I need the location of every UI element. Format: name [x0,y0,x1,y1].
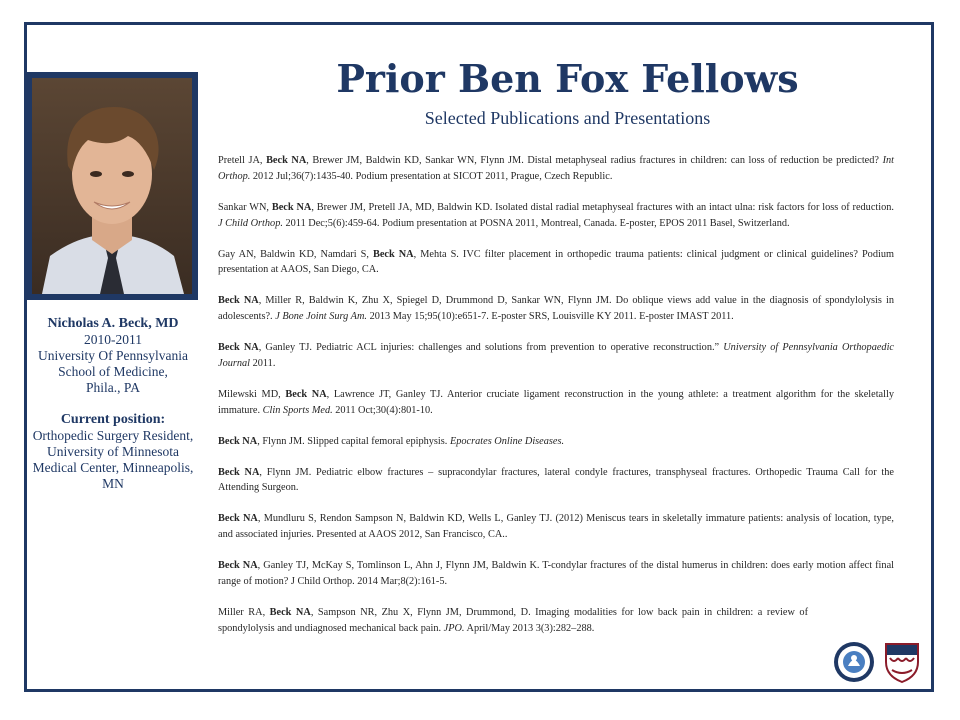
pub-highlight-author: Beck NA [218,342,259,354]
pub-journal: J Child Orthop. [218,217,283,229]
chop-seal-icon [834,642,874,682]
pub-citation: 2011 Oct;30(4):801-10. [332,404,433,416]
publication-item [218,153,894,185]
pub-authors-pre: Pretell JA, [218,155,267,166]
page-subtitle: Selected Publications and Presentations [424,108,711,128]
pub-highlight-author: Beck NA [218,560,258,572]
fellow-years: 2010-2011 [84,332,142,347]
pub-text: , Ganley TJ. Pediatric ACL injuries: challenges and solutions from prevention to operative reconstruction.” [258,342,724,354]
pub-journal: JPO. [443,622,465,634]
pub-highlight-author: Beck NA [218,513,258,525]
publication-item [218,247,894,279]
pub-highlight-author: Beck NA [218,435,258,447]
pub-journal: Epocrates Online Diseases. [449,435,565,447]
publication-item [218,200,894,232]
pub-text: , Flynn JM. Pediatric elbow fractures – supracondylar fractures, lateral condyle fractures, transphyseal fractures. Orthopedic Trauma Call for the Attending Surgeon. [218,466,894,494]
pub-citation: 2011. [250,357,276,369]
pub-authors-pre: Miller RA, [218,607,270,619]
page-title: Prior Ben Fox Fellows [336,56,799,101]
pub-highlight-author: Beck NA [271,201,312,213]
publication-item [218,465,894,497]
fellow-city: Phila., PA [86,380,140,395]
pub-text: , Brewer JM, Pretell JA, MD, Baldwin KD. Isolated distal radial metaphyseal fractures with an intact ulna: risk factors for loss of reduction. [311,201,894,213]
current-position: Orthopedic Surgery Resident, University of Minnesota Medical Center, Minneapolis, MN [32,428,194,491]
pub-authors-pre: Sankar WN, [218,201,272,213]
pub-highlight-author: Beck NA [266,155,307,166]
logo-group [832,640,924,684]
pub-text: , Ganley TJ, McKay S, Tomlinson L, Ahn J, Flynn JM, Baldwin K. T-condylar fractures of the distal humerus in children: does early motion affect final range of motion? J Child Orthop. 2014 Mar;8(2):161-5. [218,560,894,588]
fellow-name: Nicholas A. Beck, MD [47,316,179,331]
pub-text: , Mundluru S, Rendon Sampson N, Baldwin KD, Wells L, Ganley TJ. (2012) Meniscus tears in skeletally immature patients: analysis of location, type, and associated injuries. Presented at AAOS 2012, San Francisco, CA.. [218,513,895,541]
publication-item [218,340,894,372]
pub-text: , Sampson NR, Zhu X, Flynn JM, Drummond, D. Imaging modalities for low back pain in children: a review of spondylolysis and undiagnosed mechanical back pain. [218,607,809,634]
penn-shield-icon [886,644,918,682]
pub-citation: 2013 May 15;95(10):e651-7. E-poster SRS, Louisville KY 2011. E-poster IMAST 2011. [367,311,734,323]
portrait-photo [26,72,198,300]
publication-item [218,605,808,637]
publication-item [218,558,894,590]
pub-text: , Lawrence JT, Ganley TJ. Anterior cruciate ligament reconstruction in the young athlete: a treatment algorithm for the skeletally immature. [218,388,895,416]
pub-text: , Brewer JM, Baldwin KD, Sankar WN, Flynn JM. Distal metaphyseal radius fractures in children: can loss of reduction be predicted? [306,155,883,166]
pub-text: , Miller R, Baldwin K, Zhu X, Spiegel D, Drummond D, Sankar WN, Flynn JM. Do oblique views add value in the diagnosis of spondylolysis in adolescents?. [218,295,894,323]
publication-item [218,434,894,450]
pub-authors-pre: Gay AN, Baldwin KD, Namdari S, [218,248,373,260]
pub-journal: University of Pennsylvania Orthopaedic Journal [218,342,894,369]
pub-highlight-author: Beck NA [218,295,259,307]
pub-journal: Int Orthop. [218,155,895,182]
publication-item [218,387,894,419]
pub-citation: 2012 Jul;36(7):1435-40. Podium presentation at SICOT 2011, Prague, Czech Republic. [250,170,613,182]
fellow-school: University Of Pennsylvania School of Medicine, [38,348,188,379]
fellow-profile [30,316,196,492]
pub-citation: 2011 Dec;5(6):459-64. Podium presentation at POSNA 2011, Montreal, Canada. E-poster, EPOS 2011 Basel, Switzerland. [282,217,790,229]
pub-authors-pre: Milewski MD, [218,388,286,400]
pub-highlight-author: Beck NA [218,466,260,478]
pub-highlight-author: Beck NA [269,607,311,619]
pub-citation: April/May 2013 3(3):282–288. [464,622,595,634]
publication-item [218,511,894,543]
publication-list [218,153,894,652]
pub-journal: Clin Sports Med. [262,404,333,416]
current-position-label: Current position: [60,412,166,427]
pub-text: , Mehta S. IVC filter placement in orthopedic trauma patients: clinical judgment or clinical guidelines? Podium presentation at AAOS, San Diego, CA. [218,248,894,276]
pub-highlight-author: Beck NA [285,388,327,400]
pub-highlight-author: Beck NA [372,248,414,260]
pub-text: , Flynn JM. Slipped capital femoral epiphysis. [257,435,450,447]
pub-journal: J Bone Joint Surg Am. [275,311,367,323]
publication-item [218,293,894,325]
